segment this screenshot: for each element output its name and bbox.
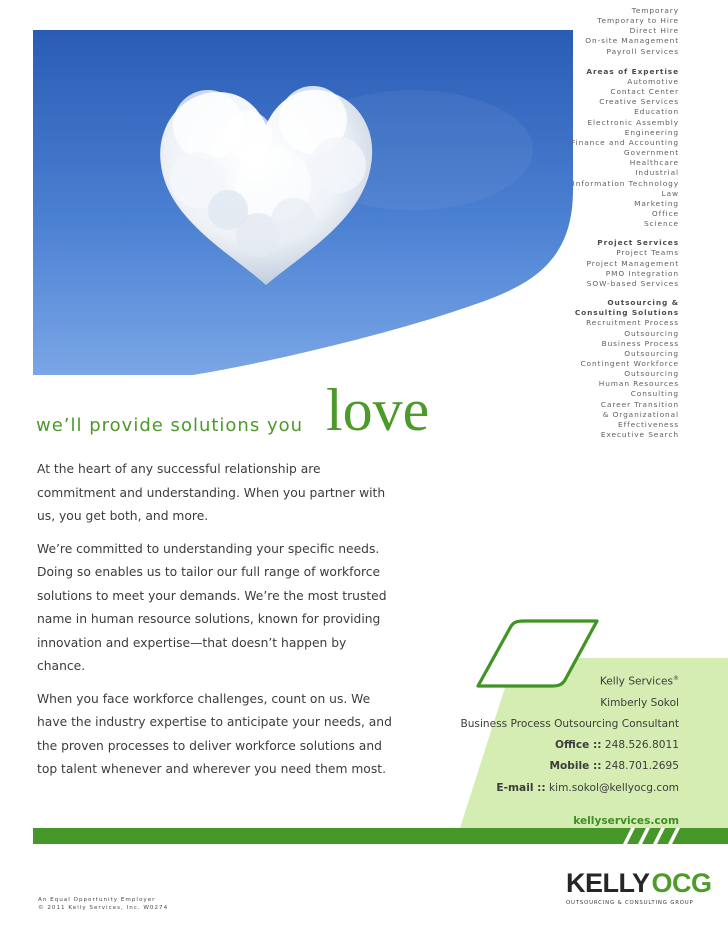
sidebar-item: Office (651, 208, 679, 218)
mobile-phone-row (409, 756, 679, 777)
legal-line: © 2011 Kelly Services, Inc. W0274 (38, 905, 169, 911)
legal-line: An Equal Opportunity Employer (38, 897, 156, 903)
body-paragraph: At the heart of any successful relationship are commitment and understanding. When you partner with us, you get both, and more. (37, 462, 386, 523)
sidebar-heading: Project Services (597, 238, 679, 248)
sidebar-item: Engineering (624, 127, 679, 137)
sidebar-item: Contingent Workforce Outsourcing (580, 359, 679, 379)
footer-bar (0, 828, 728, 844)
sidebar-item: Creative Services (599, 97, 679, 107)
email-link[interactable]: kim.sokol@kellyocg.com (549, 781, 679, 794)
sidebar-item: Finance and Accounting (571, 137, 679, 147)
sidebar-heading: Outsourcing & Consulting Solutions (574, 298, 679, 318)
sidebar-item: Temporary to Hire (597, 16, 679, 26)
spacer (409, 799, 679, 811)
sidebar-item: Temporary (631, 6, 679, 15)
sidebar-item: Payroll Services (606, 46, 679, 56)
sidebar-group-outsourcing (479, 298, 679, 440)
sidebar-group-project-services (479, 238, 679, 289)
sidebar-item: Contact Center (610, 87, 679, 97)
body-copy (37, 458, 392, 791)
logo-ocg: OCG (651, 868, 712, 898)
office-phone-row (409, 735, 679, 756)
headline-prefix: we’ll provide solutions you (36, 415, 304, 436)
mobile-phone-label: Mobile :: (549, 760, 602, 773)
sidebar-group-staffing (479, 6, 679, 57)
office-phone-label: Office :: (555, 739, 602, 752)
sidebar-item: Project Teams (616, 248, 679, 258)
headline (36, 376, 476, 446)
company-name-text: Kelly Services (599, 675, 673, 688)
sidebar-item: Marketing (634, 198, 679, 208)
sidebar-item: Executive Search (600, 430, 679, 440)
registered-mark: ® (673, 675, 679, 682)
sidebar-item: Science (644, 219, 679, 229)
contact-title: Business Process Outsourcing Consultant (460, 717, 679, 730)
sidebar-item: Direct Hire (629, 26, 679, 36)
sidebar-item: Automotive (627, 76, 679, 86)
logo-tagline: OUTSOURCING & CONSULTING GROUP (566, 900, 694, 906)
sidebar-item: Human Resources Consulting (598, 379, 679, 399)
sidebar-heading: Areas of Expertise (586, 66, 679, 76)
email-row (409, 778, 679, 799)
sidebar-item: SOW-based Services (586, 278, 679, 288)
headline-word: love (326, 377, 430, 443)
sidebar-item: Information Technology (572, 178, 679, 188)
website-link[interactable]: kellyservices.com (573, 814, 679, 827)
sidebar-item: Recruitment Process Outsourcing (586, 318, 679, 338)
kelly-ocg-logo (566, 868, 712, 918)
logo-wordmark (566, 868, 712, 898)
sidebar-item: Electronic Assembly (587, 117, 679, 127)
sidebar-item: Project Management (586, 258, 679, 268)
body-paragraph: We’re committed to understanding your specific needs. Doing so enables us to tailor our full range of workforce solutions to meet your demands. We’re the most trusted name in human resource solutions, known for providing innovation and expertise—that doesn’t happen by chance. (37, 541, 387, 673)
sidebar-item: PMO Integration (605, 268, 679, 278)
sidebar-item: Government (623, 148, 679, 158)
sidebar-item: Healthcare (629, 158, 679, 168)
contact-name: Kimberly Sokol (600, 696, 679, 709)
sidebar-group-expertise (479, 67, 679, 230)
logo-kelly: KELLY (566, 868, 650, 898)
company-name (409, 668, 679, 693)
sidebar-item: Education (634, 107, 679, 117)
sidebar-item: Career Transition & Organizational Effectiveness (600, 399, 679, 429)
contact-block (409, 668, 679, 832)
sidebar-item: On-site Management (585, 36, 679, 46)
sidebar-item: Law (661, 188, 679, 198)
services-sidebar (479, 6, 679, 449)
sidebar-item: Business Process Outsourcing (601, 338, 679, 358)
legal-notice (38, 896, 168, 912)
body-paragraph: When you face workforce challenges, count on us. We have the industry expertise to anticipate your needs, and the proven processes to deliver workforce solutions and top talent whenever and wherever you need them most. (37, 691, 392, 776)
sidebar-item: Industrial (635, 168, 679, 178)
office-phone: 248.526.8011 (604, 739, 679, 752)
email-label: E-mail :: (496, 781, 546, 794)
mobile-phone: 248.701.2695 (604, 760, 679, 773)
